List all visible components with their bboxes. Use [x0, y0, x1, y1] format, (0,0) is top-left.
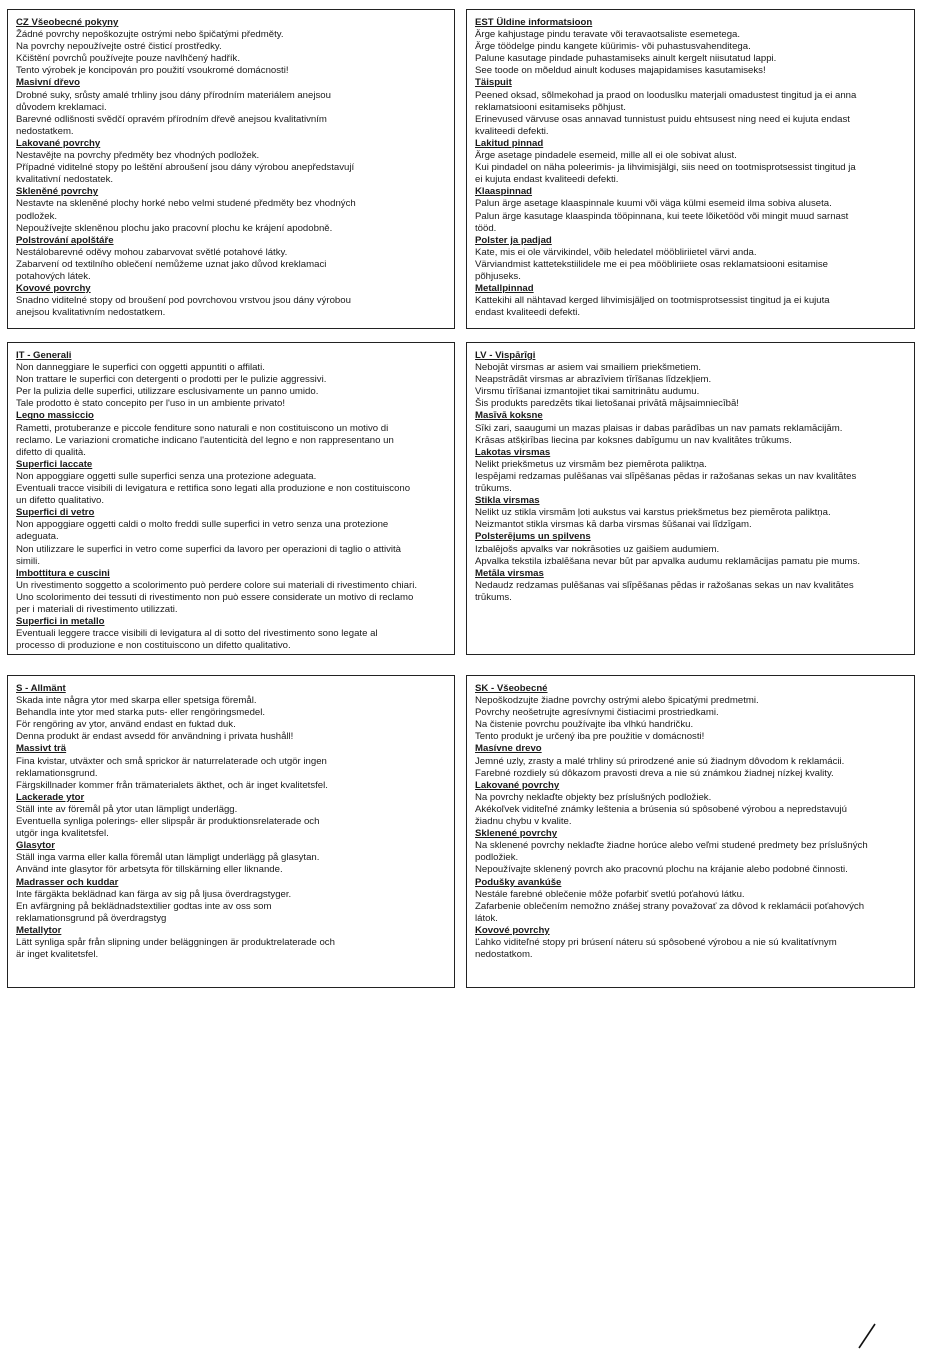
- text-line: See toode on mõeldud ainult koduses majapidamises kasutamiseks!: [475, 65, 766, 77]
- text-line: Apvalka tekstila izbalēšana nevar būt par apvalka audumu reklamācijas pamatu pie mums.: [475, 555, 861, 567]
- subsection-heading: Lackerade ytor: [16, 791, 85, 803]
- subsection-heading: Masivní dřevo: [16, 77, 80, 89]
- subsection-heading: Metallpinnad: [475, 283, 534, 295]
- text-line: Na povrchy nepoužívejte ostré čisticí prostředky.: [16, 41, 222, 53]
- subsection-heading: Stikla virsmas: [475, 495, 540, 507]
- text-line: kvaliteedi defekti.: [475, 125, 549, 137]
- text-line: Värviandmist kattetekstiilidele me ei pea mööbliriiete osas reklamatsiooni esitamise: [475, 258, 828, 270]
- subsection-heading: Legno massiccio: [16, 410, 94, 422]
- text-line: simili.: [16, 555, 40, 567]
- text-line: difetto di qualità.: [16, 446, 86, 458]
- text-line: Akékoľvek viditeľné známky leštenia a brúsenia sú spôsobené výrobou a nepredstavujú: [475, 803, 847, 815]
- section-title: IT - Generali: [16, 350, 72, 361]
- text-line: är inget kvalitetsfel.: [16, 949, 99, 961]
- text-line: podložiek.: [475, 852, 519, 864]
- subsection-heading: Kovové povrchy: [475, 924, 550, 936]
- section-est: [466, 9, 915, 329]
- section-title: CZ Všeobecné pokyny: [16, 17, 119, 28]
- text-line: Un rivestimento soggetto a scolorimento può perdere colore sui materiali di rivestimento chiari.: [16, 579, 417, 591]
- text-line: Na sklenené povrchy neklaďte žiadne horúce alebo veľmi studené predmety bez príslušných: [475, 840, 868, 852]
- text-line: endast kvaliteedi defekti.: [475, 307, 581, 319]
- text-line: Zafarbenie oblečením nemožno znášej strany považovať za dôvod k reklamácii poťahových: [475, 900, 865, 912]
- subsection-heading: Sklenené povrchy: [475, 828, 558, 840]
- text-line: Per la pulizia delle superfici, utilizzare esclusivamente un panno umido.: [16, 386, 319, 398]
- text-line: En avfärgning på beklädnadstextilier godtas inte av oss som: [16, 900, 272, 912]
- text-line: Tale prodotto è stato concepito per l'uso in un ambiente privato!: [16, 398, 286, 410]
- text-line: Eventuali tracce visibili di levigatura e rettifica sono legati alla produzione e non costituiscono: [16, 483, 411, 495]
- text-line: Ställ inte av föremål på ytor utan lämpligt underlägg.: [16, 803, 238, 815]
- subsection-heading: Metallytor: [16, 924, 62, 936]
- text-line: per i materiali di rivestimento utilizzati.: [16, 603, 178, 615]
- text-line: Žádné povrchy nepoškozujte ostrými nebo špičatými předměty.: [16, 29, 284, 41]
- text-line: Nedaudz redzamas pulēšanas vai slīpēšanas pēdas ir ražošanas sekas un nav kvalitātes: [475, 579, 854, 591]
- slash-mark: [855, 1322, 879, 1350]
- text-line: reklamationsgrund på överdragstyg: [16, 912, 167, 924]
- text-line: Iespējami redzamas pulēšanas vai slīpēšanas pēdas ir ražošanas sekas un nav kvalitātes: [475, 470, 857, 482]
- text-line: reklamatsiooni esitamiseks põhjust.: [475, 101, 626, 113]
- text-line: Ärge asetage pindadele esemeid, mille all ei ole sobivat alust.: [475, 150, 737, 162]
- subsection-heading: Lakitud pinnad: [475, 137, 544, 149]
- subsection-heading: Polster ja padjad: [475, 234, 552, 246]
- subsection-heading: Lakované povrchy: [475, 779, 560, 791]
- text-line: Sīki zari, saaugumi un mazas plaisas ir dabas parādības un nav pamats reklamācijām.: [475, 422, 843, 434]
- text-line: Lätt synliga spår från slipning under beläggningen är produktrelaterade och: [16, 936, 335, 948]
- section-s: [7, 675, 455, 988]
- text-line: reklamationsgrund.: [16, 767, 98, 779]
- text-line: Krāsas atšķirības liecina par koksnes dabīgumu un nav kvalitātes trūkums.: [475, 434, 792, 446]
- text-line: Zabarvení od textilního oblečení nemůžeme uznat jako důvod kreklamaci: [16, 258, 327, 270]
- text-line: Non appoggiare oggetti caldi o molto freddi sulle superfici in vetro senza una protezione: [16, 519, 389, 531]
- text-line: Kattekihi all nähtavad kerged lihvimisjäljed on tootmisprotsessist tingitud ja ei kujuta: [475, 295, 830, 307]
- text-line: Ställ inga varma eller kalla föremål utan lämpligt underlägg på glasytan.: [16, 852, 320, 864]
- text-line: Drobné suky, srůsty amalé trhliny jsou dány přírodním materiálem anejsou: [16, 89, 331, 101]
- text-line: Tento produkt je určený iba pre použitie v domácnosti!: [475, 731, 705, 743]
- text-line: Non appoggiare oggetti sulle superfici senza una protezione adeguata.: [16, 470, 317, 482]
- section-sk: [466, 675, 915, 988]
- text-line: Denna produkt är endast avsedd för användning i privata hushåll!: [16, 731, 294, 743]
- subsection-heading: Klaaspinnad: [475, 186, 533, 198]
- text-line: anejsou kvalitativním nedostatkem.: [16, 307, 166, 319]
- text-line: adeguata.: [16, 531, 59, 543]
- text-line: För rengöring av ytor, använd endast en fuktad duk.: [16, 719, 236, 731]
- text-line: nedostatkem.: [16, 125, 74, 137]
- text-line: látok.: [475, 912, 498, 924]
- subsection-heading: Madrasser och kuddar: [16, 876, 119, 888]
- subsection-heading: Podušky avankúše: [475, 876, 562, 888]
- subsection-heading: Superfici laccate: [16, 458, 93, 470]
- text-line: Barevné odlišnosti svědčí opravém přírodním dřevě anejsou kvalitativním: [16, 113, 327, 125]
- subsection-heading: Polsterējums un spilvens: [475, 531, 591, 543]
- section-lv: [466, 342, 915, 655]
- text-line: Eventuella synliga polerings- eller slipspår är produktionsrelaterade och: [16, 816, 320, 828]
- text-line: Fina kvistar, utväxter och små sprickor är naturrelaterade och utgör ingen: [16, 755, 327, 767]
- subsection-heading: Täispuit: [475, 77, 512, 89]
- text-line: Virsmu tīrīšanai izmantojiet tikai samitrinātu audumu.: [475, 386, 700, 398]
- text-line: Ärge kahjustage pindu teravate või teravaotsaliste esemetega.: [475, 29, 741, 41]
- text-line: Non trattare le superfici con detergenti o prodotti per le pulizie aggressivi.: [16, 374, 327, 386]
- text-line: Non utilizzare le superfici in vetro come superfici da lavoro per operazioni di taglio o attività: [16, 543, 402, 555]
- text-line: Kčištění povrchů používejte pouze navlhčený hadřík.: [16, 53, 240, 65]
- text-line: processo di produzione e non costituiscono un difetto qualitativo.: [16, 640, 291, 652]
- text-line: Nelikt uz stikla virsmām ļoti aukstus vai karstus priekšmetus bez piemērota paliktņa.: [475, 507, 831, 519]
- text-line: Rametti, protuberanze e piccole fenditure sono naturali e non costituiscono un motivo di: [16, 422, 389, 434]
- text-line: Behandla inte ytor med starka puts- eller rengöringsmedel.: [16, 707, 266, 719]
- section-it: [7, 342, 455, 655]
- text-line: põhjuseks.: [475, 270, 521, 282]
- subsection-heading: Glasytor: [16, 840, 55, 852]
- text-line: Nestálobarevné oděvy mohou zabarvovat světlé potahové látky.: [16, 246, 288, 258]
- text-line: důvodem kreklamaci.: [16, 101, 107, 113]
- subsection-heading: Polstrování apolštáře: [16, 234, 114, 246]
- text-line: Jemné uzly, zrasty a malé trhliny sú prirodzené anie sú žiadnym dôvodom k reklamácii.: [475, 755, 845, 767]
- text-line: Tento výrobek je koncipován pro použití vsoukromé domácnosti!: [16, 65, 289, 77]
- text-line: podložek.: [16, 210, 58, 222]
- text-line: Palune kasutage pindade puhastamiseks ainult kergelt niisutatud lappi.: [475, 53, 777, 65]
- subsection-heading: Kovové povrchy: [16, 283, 91, 295]
- text-line: Nepoužívajte sklenený povrch ako pracovnú plochu na krájanie alebo podobné činnosti.: [475, 864, 848, 876]
- subsection-heading: Masívne drevo: [475, 743, 542, 755]
- text-line: trūkums.: [475, 591, 512, 603]
- text-line: Nebojāt virsmas ar asiem vai smailiem priekšmetiem.: [475, 362, 702, 374]
- text-line: nedostatkom.: [475, 949, 533, 961]
- text-line: Nestavte na skleněné plochy horké nebo velmi studené předměty bez vhodných: [16, 198, 356, 210]
- section-title: SK - Všeobecné: [475, 683, 548, 694]
- text-line: Izbalējošs apvalks var nokrāsoties uz gaišiem audumiem.: [475, 543, 720, 555]
- section-title: EST Üldine informatsioon: [475, 17, 593, 28]
- text-line: Snadno viditelné stopy od broušení pod povrchovou vrstvou jsou dány výrobou: [16, 295, 351, 307]
- text-line: Non danneggiare le superfici con oggetti appuntiti o affilati.: [16, 362, 265, 374]
- text-line: Palun ärge kasutage klaaspinda tööpinnana, kui teete lõiketööd või mingit muud sarnast: [475, 210, 849, 222]
- text-line: Na čistenie povrchu používajte iba vlhkú handričku.: [475, 719, 694, 731]
- text-line: Nepoužívejte skleněnou plochu jako pracovní plochu ke krájení apodobně.: [16, 222, 333, 234]
- text-line: Neapstrādāt virsmas ar abrazīviem tīrīšanas līdzekļiem.: [475, 374, 712, 386]
- text-line: Nepoškodzujte žiadne povrchy ostrými alebo špicatými predmetmi.: [475, 695, 759, 707]
- text-line: tööd.: [475, 222, 497, 234]
- text-line: Ärge töödelge pindu kangete küürimis- või puhastusvahenditega.: [475, 41, 751, 53]
- subsection-heading: Lakotas virsmas: [475, 446, 551, 458]
- text-line: utgör inga kvalitetsfel.: [16, 828, 109, 840]
- subsection-heading: Metāla virsmas: [475, 567, 544, 579]
- text-line: Povrchy neošetrujte agresívnymi čistiacimi prostriedkami.: [475, 707, 719, 719]
- text-line: Palun ärge asetage klaaspinnale kuumi või väga külmi esemeid ilma sobiva aluseta.: [475, 198, 832, 210]
- text-line: Skada inte några ytor med skarpa eller spetsiga föremål.: [16, 695, 257, 707]
- text-line: ei kujuta endast kvaliteedi defekti.: [475, 174, 619, 186]
- text-line: Kui pindadel on näha poleerimis- ja lihvimisjälgi, siis need on tootmisprotsessist tingitud ja: [475, 162, 856, 174]
- text-line: Nelikt priekšmetus uz virsmām bez piemērota paliktņa.: [475, 458, 707, 470]
- subsection-heading: Superfici di vetro: [16, 507, 95, 519]
- subsection-heading: Lakované povrchy: [16, 137, 101, 149]
- text-line: Šis produkts paredzēts tikai lietošanai privātā mājsaimniecībā!: [475, 398, 739, 410]
- subsection-heading: Imbottitura e cuscini: [16, 567, 110, 579]
- text-line: reclamo. Le variazioni cromatiche indicano l'autenticità del legno e non rappresentano un: [16, 434, 394, 446]
- text-line: Eventuali leggere tracce visibili di levigatura al di sotto del rivestimento sono legate al: [16, 628, 378, 640]
- text-line: Färgskillnader kommer från trämaterialets äkthet, och är inget kvalitetsfel.: [16, 779, 328, 791]
- text-line: kvalitativní nedostatek.: [16, 174, 114, 186]
- text-line: Uno scolorimento dei tessuti di rivestimento non può essere considerate un motivo di reclamo: [16, 591, 414, 603]
- text-line: žiadnu chybu v kvalite.: [475, 816, 572, 828]
- section-cz: [7, 9, 455, 329]
- text-line: Nestále farebné oblečenie môže pofarbiť svetlú poťahovú látku.: [475, 888, 745, 900]
- text-line: Erinevused värvuse osas annavad tunnistust puidu ehtsusest ning need ei kujuta endast: [475, 113, 850, 125]
- text-line: Ľahko viditeľné stopy pri brúsení náteru sú spôsobené výrobou a nie sú kvalitatívnym: [475, 936, 837, 948]
- text-line: Peened oksad, sõlmekohad ja praod on looduslku materjali omadustest tingitud ja ei anna: [475, 89, 857, 101]
- subsection-heading: Superfici in metallo: [16, 616, 105, 628]
- subsection-heading: Massivt trä: [16, 743, 67, 755]
- text-line: Farebné rozdiely sú dôkazom pravosti dreva a nie sú známkou žiadnej nízkej kvality.: [475, 767, 834, 779]
- text-line: Inte färgäkta beklädnad kan färga av sig på ljusa överdragstyger.: [16, 888, 292, 900]
- section-title: LV - Vispārīgi: [475, 350, 536, 361]
- text-line: Nestavějte na povrchy předměty bez vhodných podložek.: [16, 150, 260, 162]
- text-line: trūkums.: [475, 483, 512, 495]
- text-line: Neizmantot stikla virsmas kā darba virsmas šūšanai vai līdzīgam.: [475, 519, 752, 531]
- text-line: potahových látek.: [16, 270, 91, 282]
- text-line: Använd inte glasytor för arbetsyta för tillskärning eller liknande.: [16, 864, 283, 876]
- text-line: Kate, mis ei ole värvikindel, võib heledatel mööbliriietel värvi anda.: [475, 246, 757, 258]
- text-line: un difetto qualitativo.: [16, 495, 105, 507]
- subsection-heading: Skleněné povrchy: [16, 186, 99, 198]
- text-line: Na povrchy neklaďte objekty bez príslušných podložiek.: [475, 791, 712, 803]
- subsection-heading: Masīvā koksne: [475, 410, 543, 422]
- section-title: S - Allmänt: [16, 683, 66, 694]
- text-line: Případné viditelné stopy po leštění abroušení jsou dány výrobou anepředstavují: [16, 162, 355, 174]
